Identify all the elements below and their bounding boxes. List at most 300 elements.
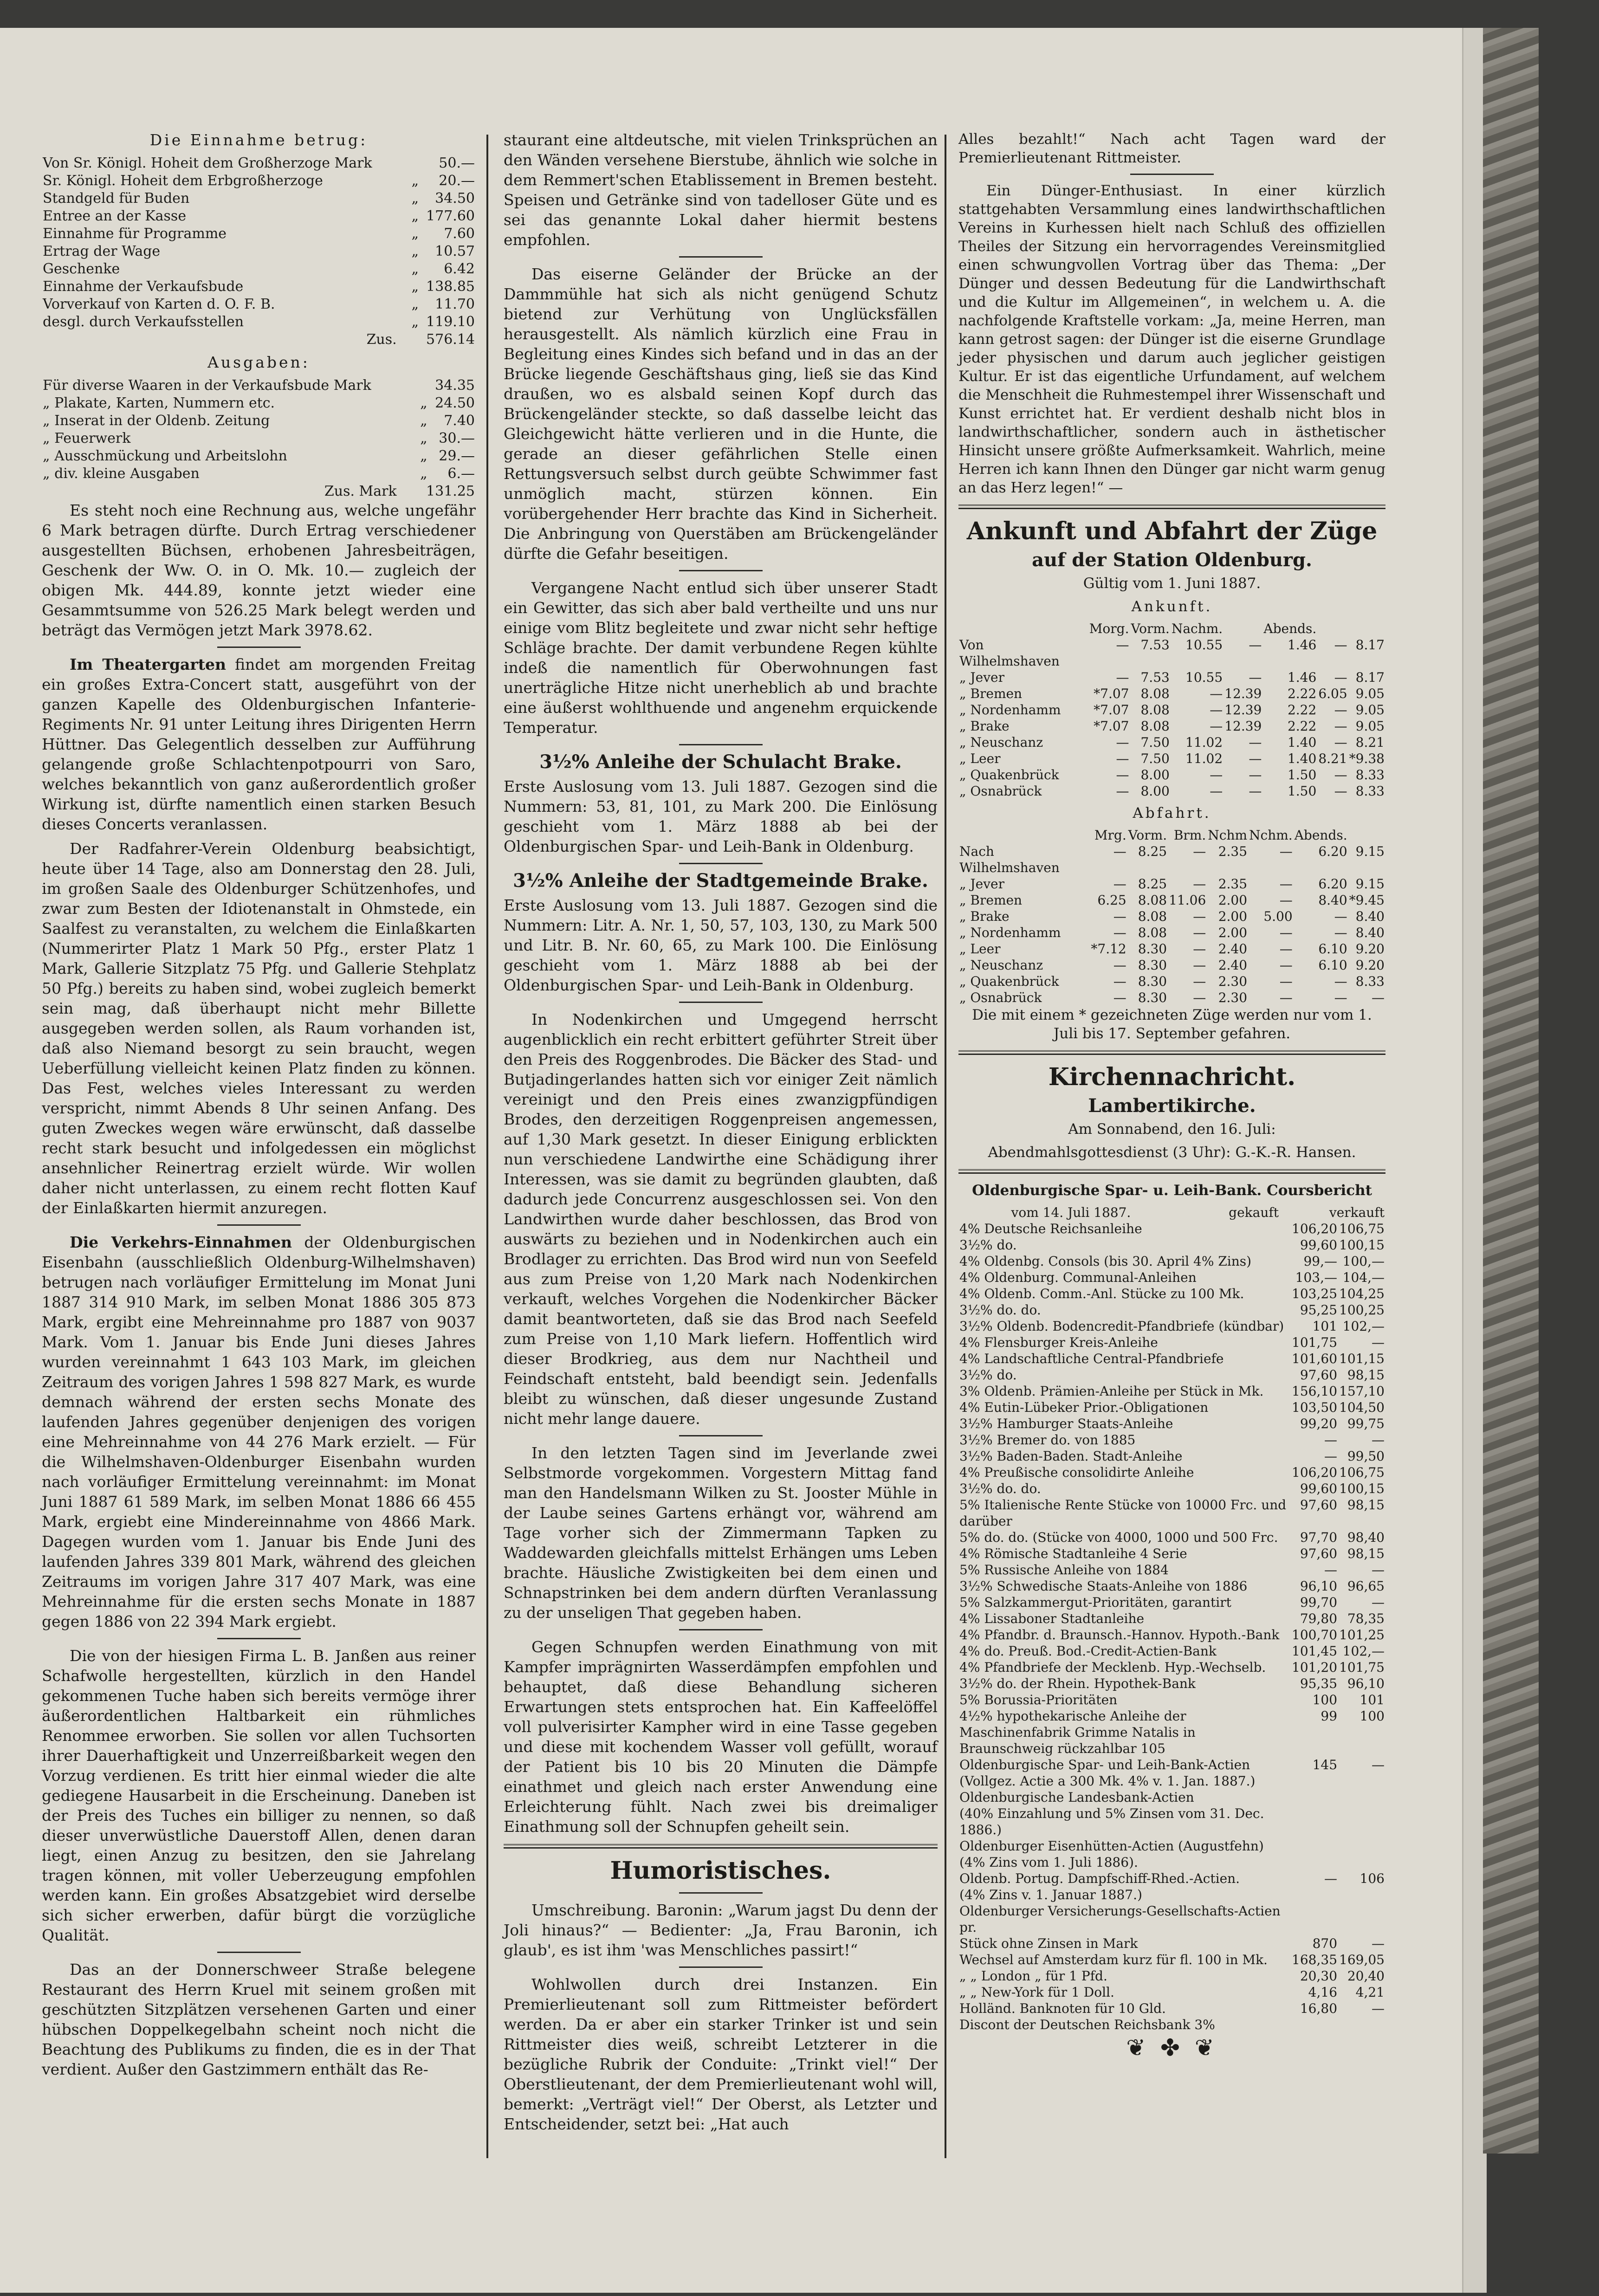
abfahrt-cell: 8.40 — [1318, 893, 1347, 908]
ankunft-cell: „ Neuschanz — [959, 735, 1043, 750]
ausgaben-value: 29.— — [439, 448, 475, 464]
ankunft-cell: — — [1334, 783, 1347, 799]
ankunft-cell: — — [1249, 767, 1262, 783]
abfahrt-cell: — — [1372, 990, 1385, 1005]
abfahrt-header — [958, 827, 1385, 843]
abfahrt-cell: — — [1334, 990, 1347, 1005]
ausgaben-row — [42, 412, 476, 430]
duenger-paragraph: Ein Dünger-Enthusiast. In einer kürzlich stattgehabten Versammlung eines landwirthschaftlichen Vereins in Kurhessen hielt nach Schluß des offiziellen Theiles der Sitzung ein hervorragendes Vereinsmitglied einen schwungvollen Vortrag über das Thema: „Der Dünger und dessen Bedeutung für die Landwirthschaft und die Kultur im Allgemeinen“, in welchem u. A. die nachfolgende Kraftstelle vorkam: „Ja, meine Herren, man kann getrost sagen: der Dünger ist die eiserne Grundlage jeder physischen und darum auch jeglicher geistigen Kultur. Er ist das eigentliche Urfundament, auf welchem die Menschheit die Ruhmestempel ihrer Wissenschaft und Kunst errichtet hat. Er verdient deshalb nicht blos in landwirthschaftlicher, sondern auch in ästhetischer Hinsicht unsere größte Aufmerksamkeit. Wahrlich, meine Herren ich kann Ihnen den Dünger gar nicht warm genug an das Herz legen!“ — — [958, 182, 1385, 496]
ausgaben-table — [42, 377, 476, 483]
kurs-header-gekauft: gekauft — [1229, 1205, 1279, 1220]
kurs-name: 4% Oldenb. Comm.-Anl. Stücke zu 100 Mk. — [959, 1286, 1244, 1301]
ankunft-cell: — — [1210, 783, 1223, 799]
short-rule — [679, 1435, 763, 1436]
abfahrt-col-header: Mrg. — [1094, 828, 1126, 843]
kurs-row — [958, 1984, 1385, 2000]
kurs-verkauft: 20,40 — [1347, 1968, 1385, 1984]
abfahrt-cell: 8.08 — [1138, 893, 1167, 908]
abfahrt-cell: 2.00 — [1218, 925, 1248, 940]
abfahrt-cell: „ Nordenhamm — [959, 925, 1061, 940]
abfahrt-cell: *7.12 — [1091, 941, 1126, 957]
abfahrt-cell: — — [1279, 957, 1293, 973]
ausgaben-unit: „ — [420, 448, 427, 464]
abfahrt-cell: — — [1193, 990, 1206, 1005]
kurs-name: 3½% Hamburger Staats-Anleihe — [959, 1416, 1173, 1431]
abfahrt-row — [958, 892, 1385, 908]
kurs-verkauft: 101,15 — [1339, 1351, 1385, 1366]
kurs-gekauft: 96,10 — [1300, 1578, 1338, 1594]
kurs-verkauft — [1338, 1805, 1385, 1838]
kurs-name: 4% Oldenburg. Communal-Anleihen — [959, 1270, 1197, 1285]
ankunft-cell: — — [1116, 637, 1129, 653]
ankunft-col-header — [958, 621, 1088, 637]
gelaender-paragraph: Das eiserne Geländer der Brücke an der Dammmühle hat sich als nicht genügend Schutz bietend zur Verhütung von Unglücksfällen herausgestellt. Als nämlich kürzlich eine Frau in Begleitung eines Kindes sich befand und in das an der Brücke liegende Geschäftshaus ging, ließ sie das Kind draußen, wo es alsbald seinen Kopf durch das Brückengeländer steckte, so daß dasselbe leicht das Gleichgewicht hätte verlieren und in die Hunte, die gerade an dieser gefährlichen Stelle einen Rettungsversuch selbst durch geübte Schwimmer fast unmöglich macht, stürzen können. Ein vorübergehender Herr brachte das Kind in Sicherheit. Die Anbringung von Querstäben am Brückengeländer dürfte die Gefahr beseitigen. — [504, 265, 938, 563]
einnahme-value: 34.50 — [435, 190, 475, 207]
ankunft-cell: 1.50 — [1287, 767, 1317, 783]
abfahrt-label: Abfahrt. — [1133, 805, 1211, 821]
ankunft-cell: 7.53 — [1140, 670, 1170, 685]
abfahrt-cell: 11.06 — [1169, 893, 1206, 908]
kurs-name: 3½% Oldenb. Bodencredit-Pfandbriefe (kündbar) — [959, 1319, 1284, 1334]
abfahrt-col-header — [958, 827, 1090, 843]
abfahrt-cell: — — [1193, 925, 1206, 940]
ankunft-cell: 8.00 — [1140, 783, 1170, 799]
kurs-gekauft: 97,70 — [1300, 1530, 1338, 1545]
kurs-verkauft: 98,15 — [1347, 1367, 1385, 1383]
abfahrt-cell: 2.30 — [1218, 974, 1248, 989]
kurs-name: (Vollgez. Actie a 300 Mk. 4% v. 1. Jan. 1887.) — [959, 1773, 1256, 1789]
kurs-row — [958, 1887, 1385, 1903]
ankunft-cell: 8.17 — [1355, 637, 1385, 653]
ausgaben-total-row — [42, 483, 476, 500]
ankunft-cell: 9.05 — [1355, 702, 1385, 718]
kurs-name: Oldenburgische Spar- und Leih-Bank-Actien — [959, 1757, 1250, 1772]
kurs-verkauft: 100,15 — [1339, 1237, 1385, 1253]
ausgaben-total: 131.25 — [426, 483, 475, 499]
einnahme-row — [42, 190, 476, 207]
einnahme-unit — [409, 155, 420, 172]
section-rule — [958, 1050, 1385, 1055]
kurs-verkauft: 100 — [1359, 1708, 1385, 1724]
ausgaben-title: Ausgaben: — [207, 353, 310, 371]
kurs-row — [958, 1675, 1385, 1692]
ausgaben-label: „ Ausschmückung und Arbeitslohn — [43, 448, 287, 464]
kurs-row — [958, 1367, 1385, 1383]
kurs-name: 4% Römische Stadtanleihe 4 Serie — [959, 1546, 1187, 1561]
ankunft-cell: „ Quakenbrück — [959, 767, 1059, 783]
ankunft-cell: 8.08 — [1140, 686, 1170, 701]
kurs-name: 3½% do. do. — [959, 1302, 1041, 1318]
abfahrt-col-header: Abends. — [1294, 828, 1347, 843]
kurs-name: 4% do. Preuß. Bod.-Credit-Actien-Bank — [959, 1643, 1217, 1659]
short-rule — [679, 570, 763, 571]
abfahrt-cell: — — [1193, 941, 1206, 957]
abfahrt-cell: — — [1334, 925, 1347, 940]
kurs-gekauft: 156,10 — [1292, 1384, 1338, 1399]
abfahrt-row — [958, 941, 1385, 957]
zuege-title: Ankunft und Abfahrt der Züge — [966, 517, 1378, 545]
einnahme-row — [42, 296, 476, 313]
ankunft-header — [958, 621, 1385, 637]
kurs-gekauft: 103,25 — [1292, 1286, 1338, 1301]
short-rule — [679, 1002, 763, 1003]
ankunft-cell: 8.33 — [1355, 783, 1385, 799]
kurs-name: 4% Flensburger Kreis-Anleihe — [959, 1335, 1158, 1350]
ankunft-cell: 1.40 — [1287, 751, 1317, 766]
ankunft-cell: 8.21 — [1318, 751, 1347, 766]
abfahrt-cell: 8.08 — [1138, 925, 1167, 940]
abfahrt-cell: 8.30 — [1138, 974, 1167, 989]
abfahrt-col-header: Nchm — [1208, 828, 1248, 843]
kurs-gekauft: 145 — [1312, 1757, 1338, 1772]
kurs-verkauft: 100,— — [1342, 1254, 1385, 1269]
abfahrt-cell: — — [1113, 957, 1126, 973]
alles-paragraph: Alles bezahlt!“ Nach acht Tagen ward der Premierlieutenant Rittmeister. — [958, 131, 1385, 166]
kurs-verkauft — [1338, 2017, 1385, 2033]
kurs-gekauft — [1291, 1903, 1338, 1935]
ankunft-cell: — — [1334, 637, 1347, 653]
book-binding — [1483, 28, 1539, 2154]
ausgaben-value: 30.— — [439, 430, 475, 446]
kurs-verkauft — [1338, 1854, 1385, 1870]
kurs-verkauft: 101,75 — [1339, 1660, 1385, 1675]
column-3 — [958, 130, 1385, 2061]
ankunft-row — [958, 718, 1385, 734]
kurs-name: 3½% Schwedische Staats-Anleihe von 1886 — [959, 1578, 1248, 1594]
abfahrt-cell: — — [1113, 925, 1126, 940]
abfahrt-cell: — — [1279, 990, 1293, 1005]
kurs-verkauft: 157,10 — [1339, 1384, 1385, 1399]
kurs-gekauft — [1291, 1805, 1338, 1838]
kurs-row — [958, 1935, 1385, 1952]
kurs-verkauft: — — [1372, 1757, 1385, 1772]
kurs-gekauft — [1291, 1838, 1338, 1854]
kurs-gekauft: 106,20 — [1292, 1221, 1338, 1236]
abfahrt-cell: „ Bremen — [959, 893, 1023, 908]
ankunft-cell: 2.22 — [1287, 702, 1317, 718]
ankunft-cell: „ Nordenhamm — [959, 702, 1061, 718]
umschreibung-paragraph: Umschreibung. Baronin: „Warum jagst Du denn der Joli hinaus?“ — Bedienter: „Ja, Frau Baronin, ich glaub', es ist ihm 'was Menschliches passirt!“ — [504, 1901, 938, 1959]
kurs-name: 5% Salzkammergut-Prioritäten, garantirt — [959, 1595, 1231, 1610]
kurs-row — [958, 1464, 1385, 1481]
theater-lead: Im Theatergarten — [70, 655, 227, 673]
abfahrt-cell: — — [1334, 909, 1347, 924]
abfahrt-row — [958, 876, 1385, 892]
kurs-gekauft: 870 — [1312, 1936, 1338, 1951]
kurs-name: 4% Landschaftliche Central-Pfandbriefe — [959, 1351, 1224, 1366]
einnahme-value: 138.85 — [426, 278, 475, 295]
ausgaben-total-label: Zus. Mark — [324, 483, 397, 499]
anleihe-stadt-title: 3½% Anleihe der Stadtgemeinde Brake. — [513, 870, 928, 892]
kurs-gekauft: — — [1324, 1562, 1338, 1578]
ausgaben-label: „ div. kleine Ausgaben — [43, 466, 200, 482]
abfahrt-cell: — — [1113, 974, 1126, 989]
abfahrt-cell: 9.15 — [1355, 844, 1385, 859]
ankunft-cell: 11.02 — [1185, 751, 1223, 766]
abfahrt-cell: — — [1193, 974, 1206, 989]
einnahme-unit: „ — [411, 190, 419, 207]
humor-title: Humoristisches. — [610, 1856, 831, 1885]
kurs-row — [958, 1269, 1385, 1286]
einnahme-label: Einnahme der Verkaufsbude — [43, 278, 244, 295]
ankunft-cell: — — [1116, 735, 1129, 750]
kurs-row — [958, 1448, 1385, 1464]
section-rule — [958, 1169, 1385, 1174]
kurs-row — [958, 2017, 1385, 2033]
kurs-verkauft: 101 — [1359, 1692, 1385, 1707]
abfahrt-cell: 8.08 — [1138, 909, 1167, 924]
ausgaben-unit: „ — [420, 430, 427, 446]
ausgaben-row — [42, 430, 476, 447]
kurs-row — [958, 1773, 1385, 1789]
abfahrt-cell: 8.30 — [1138, 990, 1167, 1005]
ausgaben-unit: „ — [420, 413, 427, 429]
ankunft-cell: „ Jever — [959, 670, 1004, 685]
kurs-gekauft: 101,45 — [1292, 1643, 1338, 1659]
kurs-row — [958, 1562, 1385, 1578]
abfahrt-cell: 2.00 — [1218, 893, 1248, 908]
ausgaben-value: 24.50 — [435, 395, 475, 411]
kurs-verkauft — [1338, 1789, 1385, 1805]
ankunft-cell: — — [1116, 767, 1129, 783]
kurs-gekauft: 101,20 — [1292, 1660, 1338, 1675]
kurs-verkauft: — — [1372, 1936, 1385, 1951]
abfahrt-row — [958, 925, 1385, 941]
ausgaben-label: Für diverse Waaren in der Verkaufsbude Mark — [43, 377, 371, 394]
zuege-valid: Gültig vom 1. Juni 1887. — [1083, 575, 1261, 592]
kurs-header-verkauft: verkauft — [1329, 1205, 1385, 1220]
abfahrt-cell: — — [1113, 990, 1126, 1005]
kurs-name: 5% Borussia-Prioritäten — [959, 1692, 1118, 1707]
abfahrt-col-header: Nchm. — [1249, 828, 1293, 843]
einnahme-value: 10.57 — [435, 243, 475, 259]
ankunft-row — [958, 637, 1385, 669]
kurs-name: 4% Lissaboner Stadtanleihe — [959, 1611, 1145, 1626]
einnahme-label: Ertrag der Wage — [43, 243, 161, 259]
einnahme-value: 177.60 — [426, 208, 475, 224]
kurs-row — [958, 1643, 1385, 1659]
kurs-verkauft: 99,50 — [1347, 1449, 1385, 1464]
abfahrt-cell: 9.20 — [1355, 941, 1385, 957]
kurs-gekauft: 16,80 — [1300, 2001, 1338, 2016]
kurs-verkauft: 78,35 — [1347, 1611, 1385, 1626]
ankunft-cell: *7.07 — [1094, 702, 1129, 718]
kurs-verkauft: — — [1372, 1335, 1385, 1350]
ankunft-cell: — — [1210, 686, 1223, 701]
kurs-verkauft: 100,15 — [1339, 1481, 1385, 1496]
short-rule — [679, 744, 763, 745]
section-rule — [504, 1844, 938, 1849]
ankunft-cell: *9.38 — [1349, 751, 1385, 766]
kurs-name: 5% do. do. (Stücke von 4000, 1000 und 500 Frc. — [959, 1530, 1278, 1545]
abfahrt-cell: — — [1279, 876, 1293, 892]
einnahme-label: desgl. durch Verkaufsstellen — [43, 314, 244, 330]
short-rule — [1130, 174, 1214, 175]
ankunft-cell: 8.00 — [1140, 767, 1170, 783]
kurs-verkauft: 102,— — [1342, 1643, 1385, 1659]
einnahme-row — [42, 172, 476, 190]
abfahrt-cell: 6.20 — [1318, 844, 1347, 859]
abfahrt-cell: 8.25 — [1138, 844, 1167, 859]
einnahme-label: Von Sr. Königl. Hoheit dem Großherzoge Mark — [43, 155, 372, 171]
abfahrt-cell: 6.25 — [1097, 893, 1126, 908]
verkehr-lead: Die Verkehrs-Einnahmen — [70, 1233, 292, 1251]
kurs-row — [958, 1302, 1385, 1318]
ankunft-cell: 12.39 — [1224, 702, 1262, 718]
abfahrt-cell: „ Jever — [959, 876, 1004, 892]
abfahrt-cell: „ Neuschanz — [959, 957, 1043, 973]
kurs-row — [958, 2000, 1385, 2017]
abfahrt-row — [958, 843, 1385, 876]
kurs-verkauft: 96,10 — [1347, 1676, 1385, 1691]
kurs-gekauft: 100,70 — [1292, 1627, 1338, 1643]
kurs-name: 3½% do. der Rhein. Hypothek-Bank — [959, 1676, 1196, 1691]
ankunft-cell: 8.08 — [1140, 702, 1170, 718]
ankunft-cell: — — [1210, 718, 1223, 734]
kurs-row — [958, 1221, 1385, 1237]
short-rule — [217, 1224, 301, 1226]
einnahme-unit: „ — [411, 208, 419, 224]
einnahme-value: 50.— — [439, 155, 475, 171]
kurs-row — [958, 1659, 1385, 1675]
ankunft-col-header — [1224, 621, 1262, 637]
abfahrt-cell: 2.35 — [1218, 844, 1248, 859]
kurs-verkauft: 98,15 — [1347, 1546, 1385, 1561]
einnahme-unit: „ — [411, 243, 419, 259]
kurs-row — [958, 1286, 1385, 1302]
ankunft-cell: 2.22 — [1287, 718, 1317, 734]
kurs-name: 4% Pfandbr. d. Braunsch.-Hannov. Hypoth.-Bank — [959, 1627, 1280, 1643]
kurs-name: Stück ohne Zinsen in Mark — [959, 1936, 1138, 1951]
einnahme-unit: „ — [411, 296, 419, 312]
ankunft-cell: 7.50 — [1140, 735, 1170, 750]
kurs-gekauft: — — [1324, 1449, 1338, 1464]
selbstmorde-paragraph: In den letzten Tagen sind im Jeverlande zwei Selbstmorde vorgekommen. Vorgestern Mittag fand man den Handelsmann Wilken zu St. Jooster Mühle in der Laube seines Gartens erhängt vor, während am Tage vorher sich der Zimmermann Tapken zu Waddewarden gleichfalls mittelst Erhängen ums Leben brachte. Häusliche Zwistigkeiten bei dem einen und Schnapstrinken bei dem andern dürften Veranlassung zu der unseligen That gegeben haben. — [504, 1444, 938, 1622]
kurs-row — [958, 1578, 1385, 1594]
zuege-note: Die mit einem * gezeichneten Züge werden nur vom 1. Juli bis 17. September gefahren. — [972, 1007, 1372, 1042]
einnahme-unit: „ — [411, 261, 419, 277]
einnahme-label: Einnahme für Programme — [43, 226, 227, 242]
kurs-name: 3½% do. — [959, 1237, 1017, 1253]
ankunft-cell: — — [1334, 718, 1347, 734]
kurs-row — [958, 1253, 1385, 1269]
ankunft-cell: „ Bremen — [959, 686, 1023, 701]
ankunft-cell: 2.22 — [1287, 686, 1317, 701]
abfahrt-cell: Nach Wilhelmshaven — [959, 844, 1060, 875]
kurs-row — [958, 1383, 1385, 1399]
ankunft-cell: 6.05 — [1318, 686, 1347, 701]
kurs-gekauft: 79,80 — [1300, 1611, 1338, 1626]
schnupfen-paragraph: Gegen Schnupfen werden Einathmung von mit Kampfer imprägnirten Wasserdämpfen empfohlen und behauptet, daß diese Behandlung sicheren Erwartungen stets entsprochen hat. Ein Kaffeelöffel voll pulverisirter Kampher wird in eine Tasse gegeben und diese mit kochendem Wasser voll gefüllt, worauf der Patient bis 10 bis 20 Minuten die Dämpfe einathmet und gleich nach erster Anwendung eine Erleichterung fühlt. Nach zwei bis dreimaliger Einathmung soll der Schnupfen geheilt sein. — [504, 1638, 938, 1836]
ankunft-cell: 10.55 — [1185, 637, 1223, 653]
einnahme-label: Entree an der Kasse — [43, 208, 187, 224]
ankunft-cell: 1.40 — [1287, 735, 1317, 750]
abfahrt-table — [958, 827, 1385, 1006]
kurs-gekauft: 99,60 — [1300, 1237, 1338, 1253]
short-rule — [679, 256, 763, 258]
kurs-verkauft: 98,15 — [1347, 1497, 1385, 1513]
kurs-row — [958, 1334, 1385, 1351]
kurs-gekauft: 168,35 — [1292, 1952, 1338, 1967]
ankunft-cell: — — [1249, 670, 1262, 685]
kurs-row — [958, 1952, 1385, 1968]
kurs-gekauft: 101,60 — [1292, 1351, 1338, 1366]
kurs-row — [958, 1805, 1385, 1838]
abfahrt-row — [958, 957, 1385, 973]
kurs-verkauft: 101,25 — [1339, 1627, 1385, 1643]
abfahrt-cell: — — [1334, 974, 1347, 989]
kurs-name: Discont der Deutschen Reichsbank 3% — [959, 2017, 1215, 2032]
abfahrt-cell: „ Brake — [959, 909, 1010, 924]
ankunft-col-header: Abends. — [1263, 621, 1317, 636]
kurs-table — [958, 1221, 1385, 2033]
ausgaben-row — [42, 447, 476, 465]
ankunft-cell: — — [1249, 751, 1262, 766]
ankunft-cell: — — [1116, 783, 1129, 799]
abfahrt-cell: — — [1193, 909, 1206, 924]
kurs-verkauft: 106,75 — [1339, 1465, 1385, 1480]
kurs-gekauft: 99 — [1321, 1708, 1338, 1724]
einnahme-title: Die Einnahme betrug: — [149, 131, 368, 149]
ankunft-cell: 9.05 — [1355, 686, 1385, 701]
einnahme-label: Geschenke — [43, 261, 120, 277]
einnahme-table — [42, 155, 476, 331]
ankunft-cell: *7.07 — [1094, 718, 1129, 734]
kurs-date: vom 14. Juli 1887. — [1011, 1205, 1131, 1220]
kurs-verkauft: — — [1372, 1432, 1385, 1448]
abfahrt-cell: — — [1113, 876, 1126, 892]
abfahrt-cell: — — [1193, 876, 1206, 892]
einnahme-total-row — [42, 331, 476, 349]
einnahme-value: 11.70 — [435, 296, 475, 312]
ankunft-cell: 1.46 — [1287, 670, 1317, 685]
abfahrt-cell: 8.33 — [1355, 974, 1385, 989]
ankunft-cell: 8.21 — [1355, 735, 1385, 750]
kurs-gekauft: — — [1324, 1432, 1338, 1448]
abfahrt-cell: 9.20 — [1355, 957, 1385, 973]
kurs-name: 3½% do. — [959, 1367, 1017, 1383]
kurs-gekauft — [1291, 1789, 1338, 1805]
kurs-row — [958, 1497, 1385, 1529]
kurs-row — [958, 1432, 1385, 1448]
ankunft-cell: — — [1249, 637, 1262, 653]
einnahme-unit: „ — [411, 173, 419, 189]
ausgaben-unit: „ — [420, 466, 427, 482]
kirche-title: Kirchennachricht. — [1048, 1063, 1296, 1091]
ausgaben-row — [42, 395, 476, 412]
einnahme-row — [42, 225, 476, 243]
short-rule — [679, 1892, 763, 1894]
kurs-name: (4% Zins vom 1. Juli 1886). — [959, 1855, 1138, 1870]
einnahme-unit: „ — [411, 226, 419, 242]
kirche-line2: Abendmahlsgottesdienst (3 Uhr): G.-K.-R. Hansen. — [988, 1144, 1356, 1161]
kurs-row — [958, 1594, 1385, 1610]
ankunft-col-header: Morg. — [1089, 621, 1129, 636]
einnahme-row — [42, 207, 476, 225]
einnahme-row — [42, 155, 476, 172]
einnahme-value: 6.42 — [444, 261, 475, 277]
ausgaben-unit: „ — [420, 395, 427, 411]
kurs-verkauft: 169,05 — [1339, 1952, 1385, 1967]
anleihe-brake-title: 3½% Anleihe der Schulacht Brake. — [539, 751, 902, 773]
kurs-name: 5% Italienische Rente Stücke von 10000 Frc. und darüber — [959, 1497, 1287, 1529]
einnahme-row — [42, 313, 476, 331]
section-rule — [958, 504, 1385, 509]
ankunft-cell: 8.17 — [1355, 670, 1385, 685]
kurs-verkauft — [1338, 1838, 1385, 1854]
kurs-gekauft — [1291, 2017, 1338, 2033]
kurs-gekauft: 99,60 — [1300, 1481, 1338, 1496]
